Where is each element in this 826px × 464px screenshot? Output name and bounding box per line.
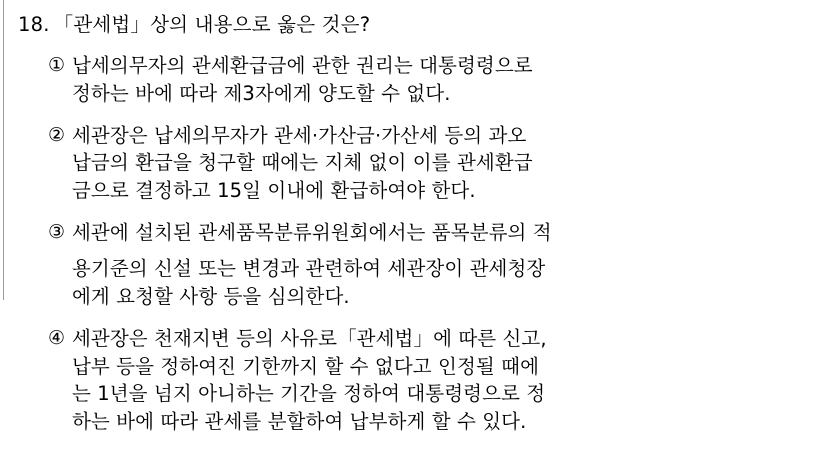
choice-item[interactable] — [48, 52, 816, 107]
choice-marker-2: ② — [48, 123, 66, 146]
choice-line: 납세의무자의 관세환급금에 관한 권리는 대통령령으로 — [72, 54, 533, 78]
choice-item[interactable] — [48, 325, 816, 436]
choice-marker-1: ① — [48, 54, 66, 77]
choice-line: 금으로 결정하고 15일 이내에 환급하여야 한다. — [72, 179, 476, 203]
choice-list — [48, 52, 816, 435]
choice-line: 는 1년을 넘지 아니하는 기간을 정하여 대통령령으로 정 — [72, 382, 546, 406]
choice-marker-4: ④ — [48, 326, 66, 349]
choice-line: 에게 요청할 사항 등을 심의한다. — [72, 285, 350, 309]
choice-line: 세관에 설치된 관세품목분류위원회에서는 품목분류의 적 — [72, 220, 552, 244]
choice-text-1 — [72, 52, 533, 107]
choice-line: 정하는 바에 따라 제3자에게 양도할 수 없다. — [72, 82, 451, 105]
question-number: 18. — [18, 13, 50, 36]
choice-item[interactable] — [48, 122, 816, 205]
choice-text-4 — [72, 325, 547, 436]
choice-marker-3: ③ — [48, 220, 66, 243]
choice-text-3 — [72, 219, 552, 311]
page-left-rule — [3, 0, 4, 300]
choice-line: 납부 등을 정하여진 기한까지 할 수 없다고 인정될 때에 — [72, 354, 540, 378]
question-stem-text: 「관세법」상의 내용으로 옳은 것은? — [53, 13, 371, 36]
question-stem — [18, 12, 816, 38]
choice-item[interactable] — [48, 219, 816, 311]
choice-text-2 — [72, 122, 533, 205]
choice-line: 세관장은 천재지변 등의 사유로「관세법」에 따른 신고, — [72, 326, 547, 350]
question-block — [18, 12, 816, 436]
choice-line: 납금의 환급을 청구할 때에는 지체 없이 이를 관세환급 — [72, 151, 533, 175]
choice-line: 하는 바에 따라 관세를 분할하여 납부하게 할 수 있다. — [72, 409, 527, 433]
choice-line: 용기준의 신설 또는 변경과 관련하여 세관장이 관세청장 — [72, 257, 546, 281]
choice-line: 세관장은 납세의무자가 관세·가산금·가산세 등의 과오 — [72, 123, 527, 147]
